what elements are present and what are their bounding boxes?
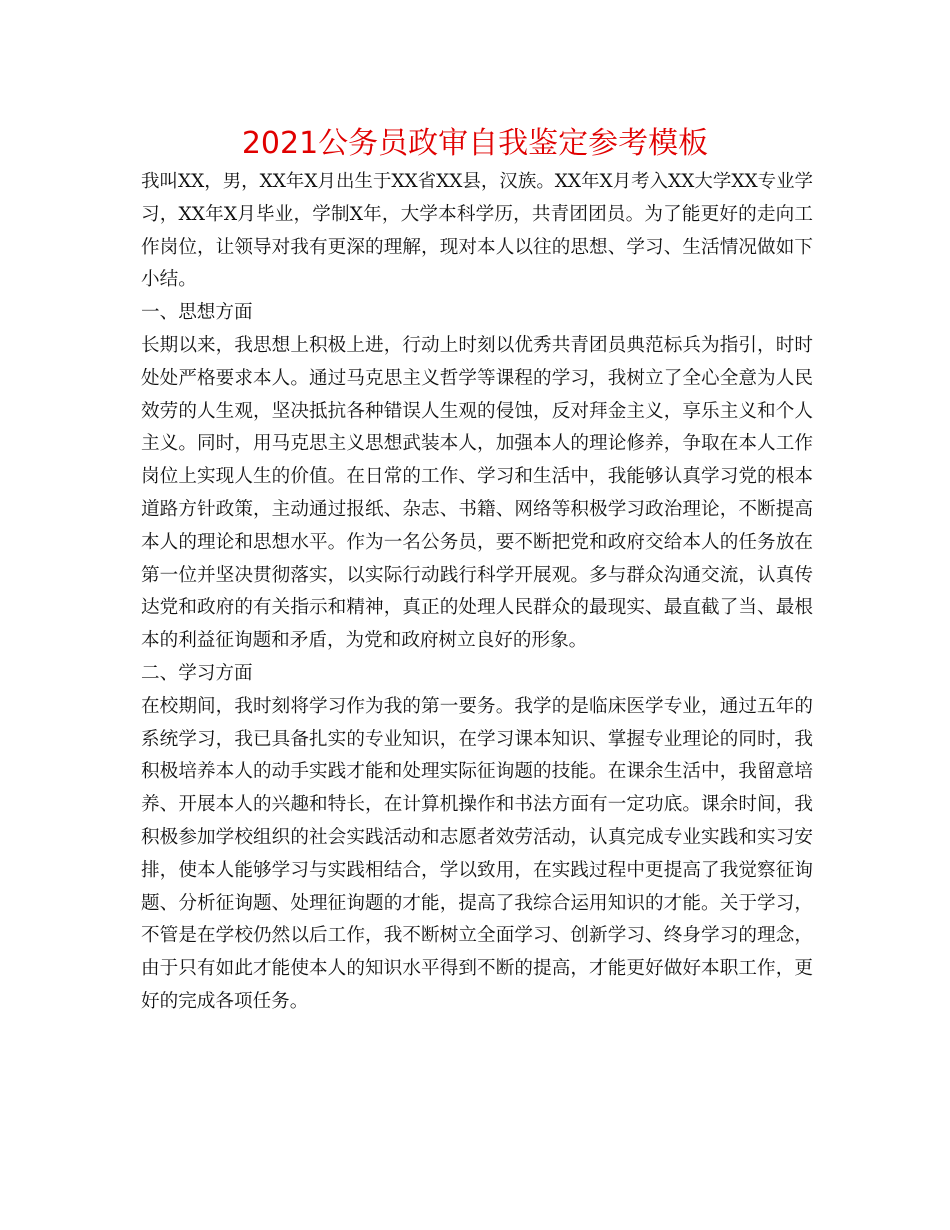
text-line: 习，XX年X月毕业，学制X年，大学本科学历，共青团团员。为了能更好的走向工: [141, 203, 813, 225]
text-line: 养、开展本人的兴趣和特长，在计算机操作和书法方面有一定功底。课余时间，我: [141, 794, 813, 816]
text-line: 系统学习，我已具备扎实的专业知识，在学习课本知识、掌握专业理论的同时，我: [141, 728, 813, 750]
text-line: 效劳的人生观，坚决抵抗各种错误人生观的侵蚀，反对拜金主义，享乐主义和个人: [141, 400, 813, 422]
text-line: 本的利益征询题和矛盾，为党和政府树立良好的形象。: [141, 630, 588, 652]
text-line: 本人的理论和思想水平。作为一名公务员，要不断把党和政府交给本人的任务放在: [141, 531, 813, 553]
text-line: 达党和政府的有关指示和精神，真正的处理人民群众的最现实、最直截了当、最根: [141, 597, 813, 619]
text-line: 我叫XX，男，XX年X月出生于XX省XX县，汉族。XX年X月考入XX大学XX专业学: [141, 171, 813, 192]
text-line: 积极培养本人的动手实践才能和处理实际征询题的技能。在课余生活中，我留意培: [141, 761, 813, 783]
text-line: 题、分析征询题、处理征询题的才能，提高了我综合运用知识的才能。关于学习，: [141, 892, 813, 914]
document-title: 2021公务员政审自我鉴定参考模板: [241, 126, 709, 161]
text-line: 在校期间，我时刻将学习作为我的第一要务。我学的是临床医学专业，通过五年的: [141, 695, 813, 717]
text-line: 长期以来，我思想上积极上进，行动上时刻以优秀共青团员典范标兵为指引，时时: [141, 334, 813, 356]
document-body: [141, 166, 813, 1019]
text-line: 作岗位，让领导对我有更深的理解，现对本人以往的思想、学习、生活情况做如下: [141, 236, 813, 258]
text-line: 道路方针政策，主动通过报纸、杂志、书籍、网络等积极学习政治理论，不断提高: [141, 498, 813, 520]
text-line: 岗位上实现人生的价值。在日常的工作、学习和生活中，我能够认真学习党的根本: [141, 466, 813, 488]
text-line: 由于只有如此才能使本人的知识水平得到不断的提高，才能更好做好本职工作，更: [141, 958, 813, 980]
text-line: 主义。同时，用马克思主义思想武装本人，加强本人的理论修养，争取在本人工作: [141, 433, 813, 455]
text-line: 积极参加学校组织的社会实践活动和志愿者效劳活动，认真完成专业实践和实习安: [141, 826, 813, 848]
text-line: 第一位并坚决贯彻落实，以实际行动践行科学开展观。多与群众沟通交流，认真传: [141, 564, 813, 586]
section-heading-thought: 一、思想方面: [141, 302, 253, 324]
text-line: 排，使本人能够学习与实践相结合，学以致用，在实践过程中更提高了我觉察征询: [141, 859, 813, 881]
text-line: 不管是在学校仍然以后工作，我不断树立全面学习、创新学习、终身学习的理念，: [141, 925, 813, 947]
section-heading-study: 二、学习方面: [141, 662, 253, 684]
text-line: 好的完成各项任务。: [141, 990, 309, 1012]
text-line: 小结。: [141, 269, 197, 291]
text-line: 处处严格要求本人。通过马克思主义哲学等课程的学习，我树立了全心全意为人民: [141, 367, 813, 389]
